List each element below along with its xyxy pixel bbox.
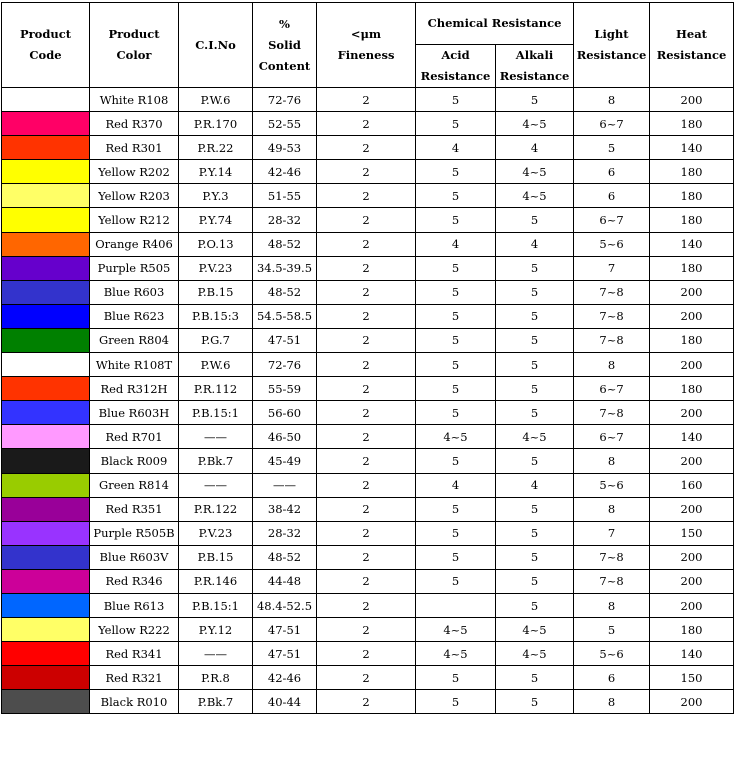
- heat-resistance-cell: 140: [650, 642, 734, 666]
- header-line: Resistance: [420, 69, 491, 83]
- product-code-swatch: [2, 401, 90, 425]
- table-row: [2, 473, 734, 497]
- ci-no-cell: P.B.15: [179, 545, 253, 569]
- product-color-cell: Blue R603V: [90, 545, 179, 569]
- table-row: [2, 304, 734, 328]
- ci-no-cell: P.R.8: [179, 666, 253, 690]
- product-color-cell: Blue R603H: [90, 401, 179, 425]
- alkali-resistance-cell: 5: [496, 304, 574, 328]
- heat-resistance-cell: 150: [650, 521, 734, 545]
- light-resistance-cell: 8: [574, 88, 650, 112]
- fineness-cell: 2: [317, 136, 416, 160]
- solid-content-cell: 48-52: [253, 545, 317, 569]
- solid-content-cell: 34.5-39.5: [253, 256, 317, 280]
- ci-no-cell: P.R.22: [179, 136, 253, 160]
- header-alkali-resistance: [496, 45, 574, 88]
- ci-no-cell: P.R.112: [179, 377, 253, 401]
- solid-content-cell: 51-55: [253, 184, 317, 208]
- product-color-cell: Red R341: [90, 642, 179, 666]
- ci-no-cell: P.B.15:1: [179, 593, 253, 617]
- product-code-swatch: [2, 112, 90, 136]
- product-color-cell: Yellow R203: [90, 184, 179, 208]
- acid-resistance-cell: 4~5: [416, 618, 496, 642]
- header-line: Resistance: [656, 48, 727, 62]
- heat-resistance-cell: 200: [650, 690, 734, 714]
- alkali-resistance-cell: 4: [496, 473, 574, 497]
- solid-content-cell: 42-46: [253, 666, 317, 690]
- header-line: <μm: [350, 27, 382, 41]
- table-row: [2, 497, 734, 521]
- alkali-resistance-cell: 4~5: [496, 642, 574, 666]
- alkali-resistance-cell: 5: [496, 328, 574, 352]
- table-row: [2, 88, 734, 112]
- table-row: [2, 449, 734, 473]
- product-color-cell: Red R351: [90, 497, 179, 521]
- ci-no-cell: ——: [179, 642, 253, 666]
- solid-content-cell: 49-53: [253, 136, 317, 160]
- product-color-cell: Red R301: [90, 136, 179, 160]
- acid-resistance-cell: 4: [416, 136, 496, 160]
- heat-resistance-cell: 180: [650, 377, 734, 401]
- header-line: Resistance: [499, 69, 570, 83]
- heat-resistance-cell: 180: [650, 256, 734, 280]
- light-resistance-cell: 5~6: [574, 473, 650, 497]
- heat-resistance-cell: 180: [650, 160, 734, 184]
- solid-content-cell: 44-48: [253, 569, 317, 593]
- product-code-swatch: [2, 304, 90, 328]
- product-code-swatch: [2, 88, 90, 112]
- alkali-resistance-cell: 4~5: [496, 184, 574, 208]
- alkali-resistance-cell: 5: [496, 208, 574, 232]
- pigment-spec-table: [1, 2, 734, 714]
- product-code-swatch: [2, 642, 90, 666]
- alkali-resistance-cell: 5: [496, 545, 574, 569]
- table-row: [2, 328, 734, 352]
- heat-resistance-cell: 180: [650, 208, 734, 232]
- light-resistance-cell: 6~7: [574, 208, 650, 232]
- alkali-resistance-cell: 5: [496, 449, 574, 473]
- fineness-cell: 2: [317, 666, 416, 690]
- product-code-swatch: [2, 160, 90, 184]
- header-line: Color: [116, 48, 152, 62]
- acid-resistance-cell: 4~5: [416, 425, 496, 449]
- solid-content-cell: 54.5-58.5: [253, 304, 317, 328]
- acid-resistance-cell: 5: [416, 497, 496, 521]
- table-row: [2, 353, 734, 377]
- light-resistance-cell: 5: [574, 136, 650, 160]
- table-row: [2, 184, 734, 208]
- fineness-cell: 2: [317, 353, 416, 377]
- table-row: [2, 618, 734, 642]
- ci-no-cell: P.B.15:3: [179, 304, 253, 328]
- ci-no-cell: P.Y.14: [179, 160, 253, 184]
- product-color-cell: Red R370: [90, 112, 179, 136]
- alkali-resistance-cell: 5: [496, 88, 574, 112]
- light-resistance-cell: 6: [574, 184, 650, 208]
- product-color-cell: White R108T: [90, 353, 179, 377]
- heat-resistance-cell: 140: [650, 136, 734, 160]
- product-code-swatch: [2, 232, 90, 256]
- header-product-code: Product Code: [2, 3, 90, 88]
- product-code-swatch: [2, 449, 90, 473]
- solid-content-cell: 48-52: [253, 232, 317, 256]
- header-line: Content: [258, 58, 311, 73]
- fineness-cell: 2: [317, 184, 416, 208]
- ci-no-cell: P.Bk.7: [179, 449, 253, 473]
- fineness-cell: 2: [317, 473, 416, 497]
- alkali-resistance-cell: 5: [496, 497, 574, 521]
- fineness-cell: 2: [317, 112, 416, 136]
- product-code-swatch: [2, 618, 90, 642]
- alkali-resistance-cell: 5: [496, 377, 574, 401]
- heat-resistance-cell: 180: [650, 184, 734, 208]
- alkali-resistance-cell: 4~5: [496, 160, 574, 184]
- light-resistance-cell: 8: [574, 690, 650, 714]
- product-code-swatch: [2, 690, 90, 714]
- acid-resistance-cell: [416, 593, 496, 617]
- product-code-swatch: [2, 256, 90, 280]
- ci-no-cell: P.V.23: [179, 256, 253, 280]
- product-code-swatch: [2, 425, 90, 449]
- alkali-resistance-cell: 4: [496, 232, 574, 256]
- header-fineness: [317, 3, 416, 88]
- fineness-cell: 2: [317, 690, 416, 714]
- solid-content-cell: 72-76: [253, 88, 317, 112]
- heat-resistance-cell: 200: [650, 449, 734, 473]
- header-line: Product: [108, 27, 160, 41]
- acid-resistance-cell: 4: [416, 473, 496, 497]
- ci-no-cell: P.B.15: [179, 280, 253, 304]
- table-header: [2, 3, 734, 88]
- acid-resistance-cell: 4: [416, 232, 496, 256]
- table-row: [2, 377, 734, 401]
- ci-no-cell: P.W.6: [179, 353, 253, 377]
- product-color-cell: Blue R613: [90, 593, 179, 617]
- header-solid-content: [253, 3, 317, 88]
- ci-no-cell: ——: [179, 473, 253, 497]
- alkali-resistance-cell: 5: [496, 401, 574, 425]
- ci-no-cell: P.R.170: [179, 112, 253, 136]
- product-code-swatch: [2, 136, 90, 160]
- light-resistance-cell: 5~6: [574, 642, 650, 666]
- fineness-cell: 2: [317, 88, 416, 112]
- solid-content-cell: 38-42: [253, 497, 317, 521]
- heat-resistance-cell: 140: [650, 232, 734, 256]
- fineness-cell: 2: [317, 377, 416, 401]
- product-color-cell: Orange R406: [90, 232, 179, 256]
- light-resistance-cell: 6~7: [574, 377, 650, 401]
- product-color-cell: Yellow R212: [90, 208, 179, 232]
- table-row: [2, 666, 734, 690]
- fineness-cell: 2: [317, 280, 416, 304]
- alkali-resistance-cell: 5: [496, 353, 574, 377]
- acid-resistance-cell: 4~5: [416, 642, 496, 666]
- ci-no-cell: P.Y.74: [179, 208, 253, 232]
- solid-content-cell: 40-44: [253, 690, 317, 714]
- alkali-resistance-cell: 4~5: [496, 425, 574, 449]
- table-row: [2, 593, 734, 617]
- product-color-cell: Purple R505: [90, 256, 179, 280]
- acid-resistance-cell: 5: [416, 160, 496, 184]
- acid-resistance-cell: 5: [416, 521, 496, 545]
- product-color-cell: Yellow R202: [90, 160, 179, 184]
- table-row: [2, 256, 734, 280]
- product-code-swatch: [2, 473, 90, 497]
- acid-resistance-cell: 5: [416, 377, 496, 401]
- acid-resistance-cell: 5: [416, 112, 496, 136]
- table-row: [2, 208, 734, 232]
- alkali-resistance-cell: 5: [496, 666, 574, 690]
- fineness-cell: 2: [317, 256, 416, 280]
- alkali-resistance-cell: 4~5: [496, 112, 574, 136]
- heat-resistance-cell: 200: [650, 280, 734, 304]
- header-line: Heat: [676, 27, 707, 41]
- heat-resistance-cell: 200: [650, 401, 734, 425]
- solid-content-cell: ——: [253, 473, 317, 497]
- table-body: [2, 88, 734, 714]
- light-resistance-cell: 7~8: [574, 401, 650, 425]
- product-color-cell: Green R804: [90, 328, 179, 352]
- fineness-cell: 2: [317, 160, 416, 184]
- heat-resistance-cell: 180: [650, 618, 734, 642]
- solid-content-cell: 55-59: [253, 377, 317, 401]
- acid-resistance-cell: 5: [416, 449, 496, 473]
- fineness-cell: 2: [317, 618, 416, 642]
- ci-no-cell: P.B.15:1: [179, 401, 253, 425]
- light-resistance-cell: 8: [574, 449, 650, 473]
- heat-resistance-cell: 200: [650, 304, 734, 328]
- fineness-cell: 2: [317, 521, 416, 545]
- table-row: [2, 425, 734, 449]
- light-resistance-cell: 5: [574, 618, 650, 642]
- fineness-cell: 2: [317, 401, 416, 425]
- product-code-swatch: [2, 569, 90, 593]
- product-color-cell: Red R346: [90, 569, 179, 593]
- heat-resistance-cell: 200: [650, 545, 734, 569]
- heat-resistance-cell: 200: [650, 353, 734, 377]
- header-line: Resistance: [576, 48, 647, 62]
- table-row: [2, 136, 734, 160]
- header-acid-resistance: [416, 45, 496, 88]
- product-code-swatch: [2, 377, 90, 401]
- product-color-cell: Purple R505B: [90, 521, 179, 545]
- heat-resistance-cell: 160: [650, 473, 734, 497]
- light-resistance-cell: 6: [574, 160, 650, 184]
- light-resistance-cell: 7~8: [574, 328, 650, 352]
- alkali-resistance-cell: 4: [496, 136, 574, 160]
- alkali-resistance-cell: 5: [496, 593, 574, 617]
- acid-resistance-cell: 5: [416, 184, 496, 208]
- product-code-swatch: [2, 666, 90, 690]
- alkali-resistance-cell: 4~5: [496, 618, 574, 642]
- product-color-cell: Blue R623: [90, 304, 179, 328]
- solid-content-cell: 48.4-52.5: [253, 593, 317, 617]
- header-ci-no: C.I.No: [179, 3, 253, 88]
- table-row: [2, 690, 734, 714]
- solid-content-cell: 47-51: [253, 642, 317, 666]
- heat-resistance-cell: 200: [650, 497, 734, 521]
- solid-content-cell: 28-32: [253, 521, 317, 545]
- alkali-resistance-cell: 5: [496, 521, 574, 545]
- alkali-resistance-cell: 5: [496, 569, 574, 593]
- alkali-resistance-cell: 5: [496, 690, 574, 714]
- acid-resistance-cell: 5: [416, 280, 496, 304]
- heat-resistance-cell: 140: [650, 425, 734, 449]
- light-resistance-cell: 7~8: [574, 569, 650, 593]
- header-heat-resistance: [650, 3, 734, 88]
- ci-no-cell: P.V.23: [179, 521, 253, 545]
- header-light-resistance: [574, 3, 650, 88]
- fineness-cell: 2: [317, 232, 416, 256]
- acid-resistance-cell: 5: [416, 88, 496, 112]
- product-color-cell: Black R009: [90, 449, 179, 473]
- light-resistance-cell: 8: [574, 497, 650, 521]
- solid-content-cell: 47-51: [253, 328, 317, 352]
- solid-content-cell: 42-46: [253, 160, 317, 184]
- header-line: Acid: [441, 48, 470, 62]
- solid-content-cell: 72-76: [253, 353, 317, 377]
- solid-content-cell: 48-52: [253, 280, 317, 304]
- header-line: Alkali: [515, 48, 554, 62]
- light-resistance-cell: 7~8: [574, 280, 650, 304]
- product-color-cell: Red R701: [90, 425, 179, 449]
- acid-resistance-cell: 5: [416, 353, 496, 377]
- ci-no-cell: P.Bk.7: [179, 690, 253, 714]
- acid-resistance-cell: 5: [416, 666, 496, 690]
- heat-resistance-cell: 200: [650, 593, 734, 617]
- ci-no-cell: P.R.146: [179, 569, 253, 593]
- acid-resistance-cell: 5: [416, 208, 496, 232]
- acid-resistance-cell: 5: [416, 304, 496, 328]
- header-line: Solid: [268, 37, 301, 52]
- table-row: [2, 569, 734, 593]
- solid-content-cell: 45-49: [253, 449, 317, 473]
- table-row: [2, 545, 734, 569]
- solid-content-cell: 56-60: [253, 401, 317, 425]
- ci-no-cell: P.G.7: [179, 328, 253, 352]
- ci-no-cell: P.O.13: [179, 232, 253, 256]
- light-resistance-cell: 7: [574, 521, 650, 545]
- table-row: [2, 401, 734, 425]
- light-resistance-cell: 8: [574, 353, 650, 377]
- fineness-cell: 2: [317, 425, 416, 449]
- product-code-swatch: [2, 328, 90, 352]
- fineness-cell: 2: [317, 449, 416, 473]
- fineness-cell: 2: [317, 208, 416, 232]
- ci-no-cell: P.Y.3: [179, 184, 253, 208]
- product-code-swatch: [2, 521, 90, 545]
- header-line: Light: [594, 27, 629, 41]
- solid-content-cell: 46-50: [253, 425, 317, 449]
- light-resistance-cell: 6~7: [574, 425, 650, 449]
- fineness-cell: 2: [317, 545, 416, 569]
- ci-no-cell: P.W.6: [179, 88, 253, 112]
- header-product-color: [90, 3, 179, 88]
- fineness-cell: 2: [317, 593, 416, 617]
- product-color-cell: White R108: [90, 88, 179, 112]
- product-color-cell: Red R312H: [90, 377, 179, 401]
- header-line: Fineness: [337, 48, 395, 62]
- light-resistance-cell: 8: [574, 593, 650, 617]
- light-resistance-cell: 7: [574, 256, 650, 280]
- ci-no-cell: P.R.122: [179, 497, 253, 521]
- acid-resistance-cell: 5: [416, 328, 496, 352]
- header-line: %: [279, 16, 290, 31]
- ci-no-cell: P.Y.12: [179, 618, 253, 642]
- product-code-swatch: [2, 545, 90, 569]
- product-code-swatch: [2, 184, 90, 208]
- table-row: [2, 112, 734, 136]
- product-color-cell: Green R814: [90, 473, 179, 497]
- product-color-cell: Yellow R222: [90, 618, 179, 642]
- acid-resistance-cell: 5: [416, 690, 496, 714]
- light-resistance-cell: 6: [574, 666, 650, 690]
- light-resistance-cell: 7~8: [574, 545, 650, 569]
- fineness-cell: 2: [317, 642, 416, 666]
- alkali-resistance-cell: 5: [496, 280, 574, 304]
- fineness-cell: 2: [317, 304, 416, 328]
- table-row: [2, 280, 734, 304]
- table-row: [2, 232, 734, 256]
- light-resistance-cell: 7~8: [574, 304, 650, 328]
- heat-resistance-cell: 200: [650, 569, 734, 593]
- fineness-cell: 2: [317, 569, 416, 593]
- product-code-swatch: [2, 208, 90, 232]
- acid-resistance-cell: 5: [416, 569, 496, 593]
- header-chemical-resistance: Chemical Resistance: [416, 3, 574, 45]
- fineness-cell: 2: [317, 497, 416, 521]
- product-code-swatch: [2, 497, 90, 521]
- solid-content-cell: 47-51: [253, 618, 317, 642]
- alkali-resistance-cell: 5: [496, 256, 574, 280]
- product-color-cell: Blue R603: [90, 280, 179, 304]
- product-color-cell: Black R010: [90, 690, 179, 714]
- ci-no-cell: ——: [179, 425, 253, 449]
- light-resistance-cell: 5~6: [574, 232, 650, 256]
- product-code-swatch: [2, 280, 90, 304]
- product-color-cell: Red R321: [90, 666, 179, 690]
- fineness-cell: 2: [317, 328, 416, 352]
- table-row: [2, 521, 734, 545]
- heat-resistance-cell: 150: [650, 666, 734, 690]
- product-code-swatch: [2, 353, 90, 377]
- acid-resistance-cell: 5: [416, 545, 496, 569]
- acid-resistance-cell: 5: [416, 401, 496, 425]
- solid-content-cell: 52-55: [253, 112, 317, 136]
- acid-resistance-cell: 5: [416, 256, 496, 280]
- heat-resistance-cell: 180: [650, 328, 734, 352]
- solid-content-cell: 28-32: [253, 208, 317, 232]
- product-code-swatch: [2, 593, 90, 617]
- heat-resistance-cell: 200: [650, 88, 734, 112]
- table-row: [2, 642, 734, 666]
- table-row: [2, 160, 734, 184]
- heat-resistance-cell: 180: [650, 112, 734, 136]
- light-resistance-cell: 6~7: [574, 112, 650, 136]
